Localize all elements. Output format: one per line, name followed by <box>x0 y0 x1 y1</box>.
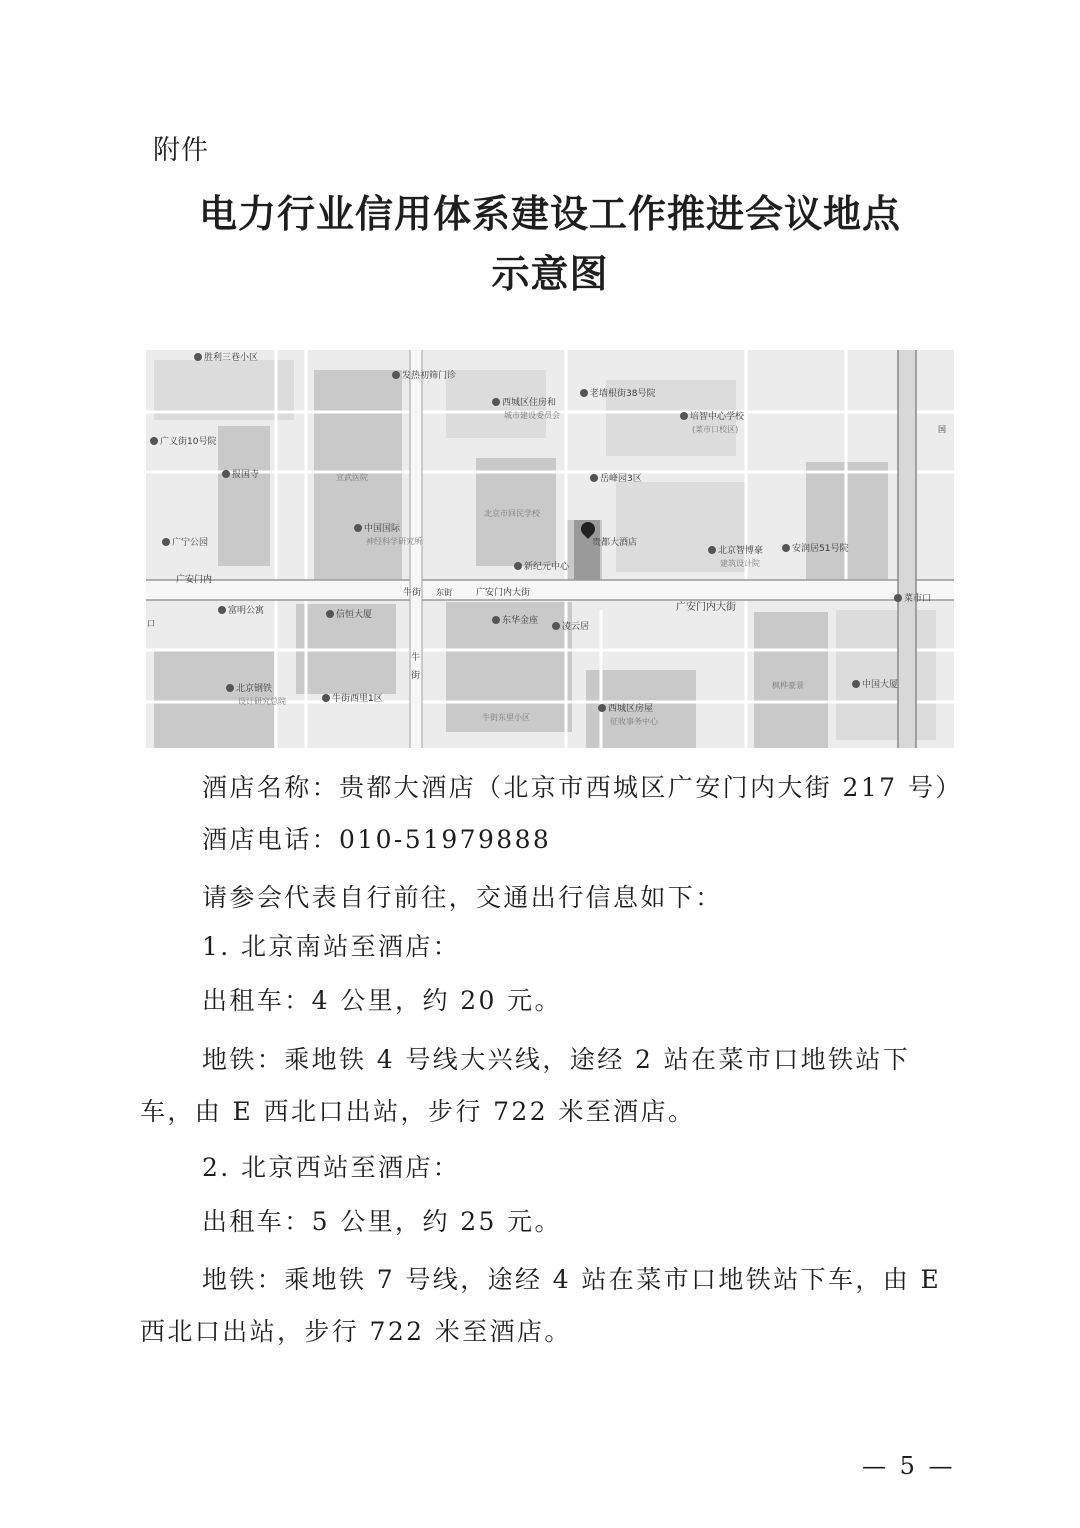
map-poi[interactable] <box>590 474 642 485</box>
road-label-dongjie: 东街 <box>436 588 452 597</box>
map-poi-label: 征收事务中心 <box>610 717 658 726</box>
map-poi-label: 建筑设计院 <box>720 559 760 568</box>
map-poi-label: 胜利三巷小区 <box>204 353 259 363</box>
map-poi-label: 富明公寓 <box>228 606 265 616</box>
map-poi[interactable] <box>598 704 653 715</box>
map-poi-label: 信恒大厦 <box>336 610 373 620</box>
map-poi-label: 神经科学研究所 <box>366 537 422 546</box>
map-poi-label: 东华金座 <box>502 616 539 626</box>
poi-dot-icon <box>708 546 716 554</box>
map-poi-label: 培智中心学校 <box>690 412 745 422</box>
map-poi-label: 西城区住房和 <box>502 398 557 408</box>
page-number: — 5 — <box>862 1452 956 1480</box>
map-poi-label: 中国大厦 <box>862 680 899 690</box>
poi-dot-icon <box>226 684 234 692</box>
east-expressway <box>898 350 916 748</box>
map-poi[interactable] <box>514 562 569 573</box>
road-label-niujie-3: 街 <box>411 671 421 681</box>
poi-dot-icon <box>680 412 688 420</box>
map-poi-label: 新纪元中心 <box>524 562 570 572</box>
map-poi-label: 广宁公园 <box>172 538 209 548</box>
route1-subway-line1: 地铁：乘地铁 4 号线大兴线，途经 2 站在菜市口地铁站下 <box>202 1045 911 1074</box>
map-poi-label: 宣武医院 <box>336 473 368 482</box>
poi-dot-icon <box>580 389 588 397</box>
map-poi[interactable] <box>680 412 744 423</box>
road-label-kou: 口 <box>147 619 155 628</box>
poi-dot-icon <box>218 606 226 614</box>
map-poi[interactable] <box>592 538 637 549</box>
map-poi-label: 设计研究总院 <box>238 697 286 706</box>
attachment-label: 附件 <box>153 135 209 166</box>
location-map[interactable] <box>146 350 954 748</box>
map-poi-label: 牛街西里1区 <box>332 694 383 704</box>
poi-dot-icon <box>552 622 560 630</box>
main-avenue <box>146 580 954 600</box>
map-poi[interactable] <box>492 616 538 627</box>
map-poi-label: 凌云居 <box>562 622 590 632</box>
poi-dot-icon <box>492 616 500 624</box>
map-poi-label: 贵都大酒店 <box>592 538 638 548</box>
road-label-niujie: 牛街 <box>403 588 422 598</box>
poi-dot-icon <box>782 544 790 552</box>
map-poi-label: 发热初筛门诊 <box>402 371 457 381</box>
map-poi[interactable] <box>580 389 655 400</box>
map-poi[interactable] <box>226 684 272 695</box>
page-title-line1: 电力行业信用体系建设工作推进会议地点 <box>198 192 901 236</box>
map-poi[interactable] <box>218 606 264 617</box>
map-poi[interactable] <box>708 546 763 557</box>
map-poi-label: 北京市回民学校 <box>484 509 540 518</box>
map-poi-label: (菜市口校区) <box>692 425 739 434</box>
map-poi[interactable] <box>392 371 456 382</box>
map-poi[interactable] <box>552 622 589 633</box>
road-label-niujie-2: 牛 <box>411 653 421 663</box>
map-poi-label: 老墙根街38号院 <box>590 389 656 399</box>
map-poi[interactable] <box>150 437 216 448</box>
poi-dot-icon <box>598 704 606 712</box>
poi-dot-icon <box>354 524 362 532</box>
poi-dot-icon <box>392 371 400 379</box>
map-poi[interactable] <box>326 610 372 621</box>
map-poi-label: 牛街东里小区 <box>482 713 530 722</box>
map-poi[interactable] <box>852 680 898 691</box>
poi-dot-icon <box>162 538 170 546</box>
map-poi-label: 西城区房屋 <box>608 704 654 714</box>
poi-dot-icon <box>194 353 202 361</box>
map-poi-label: 北京智博豪 <box>718 546 764 556</box>
map-poi[interactable] <box>222 470 259 481</box>
map-poi[interactable] <box>492 398 556 409</box>
map-poi[interactable] <box>354 524 400 535</box>
poi-dot-icon <box>322 694 330 702</box>
map-poi-label: 报国寺 <box>232 470 260 480</box>
route1-subway-line2: 车，由 E 西北口出站，步行 722 米至酒店。 <box>140 1097 696 1126</box>
poi-dot-icon <box>590 474 598 482</box>
map-poi[interactable] <box>194 353 258 364</box>
map-block <box>836 610 936 740</box>
route1-title: 1. 北京南站至酒店： <box>202 932 461 961</box>
map-poi-label: 枫桦豪景 <box>772 681 804 690</box>
poi-dot-icon <box>222 470 230 478</box>
map-poi[interactable] <box>322 694 383 705</box>
page-title-line2: 示意图 <box>491 252 609 296</box>
route2-subway-line1: 地铁：乘地铁 7 号线，途经 4 站在菜市口地铁站下车，由 E <box>202 1265 942 1294</box>
subway-station[interactable] <box>894 594 931 605</box>
map-block <box>218 426 270 566</box>
poi-dot-icon <box>852 680 860 688</box>
poi-dot-icon <box>326 610 334 618</box>
map-poi-label: 安润居51号院 <box>792 544 849 554</box>
road-label-guo: 国 <box>938 425 946 434</box>
hotel-name: 酒店名称：贵都大酒店（北京市西城区广安门内大街 217 号） <box>202 773 963 802</box>
road-label-main-street-east: 广安门内大街 <box>676 602 736 613</box>
poi-dot-icon <box>150 437 158 445</box>
poi-dot-icon <box>492 398 500 406</box>
map-poi[interactable] <box>162 538 208 549</box>
map-poi-label: 城市建设委员会 <box>504 411 560 420</box>
road-label-main-street: 广安门内大街 <box>476 588 531 598</box>
map-poi-label: 北京钢铁 <box>236 684 273 694</box>
niujie-street <box>410 350 422 748</box>
route2-title: 2. 北京西站至酒店： <box>202 1153 461 1182</box>
transport-intro: 请参会代表自行前往，交通出行信息如下： <box>202 883 723 912</box>
poi-dot-icon <box>514 562 522 570</box>
map-poi-label: 中国国际 <box>364 524 401 534</box>
map-poi-label: 广义街10号院 <box>160 437 217 447</box>
road-label-main-street-west: 广安门内 <box>176 575 213 585</box>
map-poi-label: 菜市口 <box>904 594 932 604</box>
route2-subway-line2: 西北口出站，步行 722 米至酒店。 <box>140 1317 572 1346</box>
route1-taxi: 出租车：4 公里，约 20 元。 <box>202 986 562 1015</box>
map-poi-label: 岳峰园3区 <box>600 474 642 484</box>
hotel-phone: 酒店电话：010-51979888 <box>202 825 552 854</box>
subway-icon <box>894 594 902 602</box>
map-poi[interactable] <box>782 544 848 555</box>
route2-taxi: 出租车：5 公里，约 25 元。 <box>202 1207 562 1236</box>
